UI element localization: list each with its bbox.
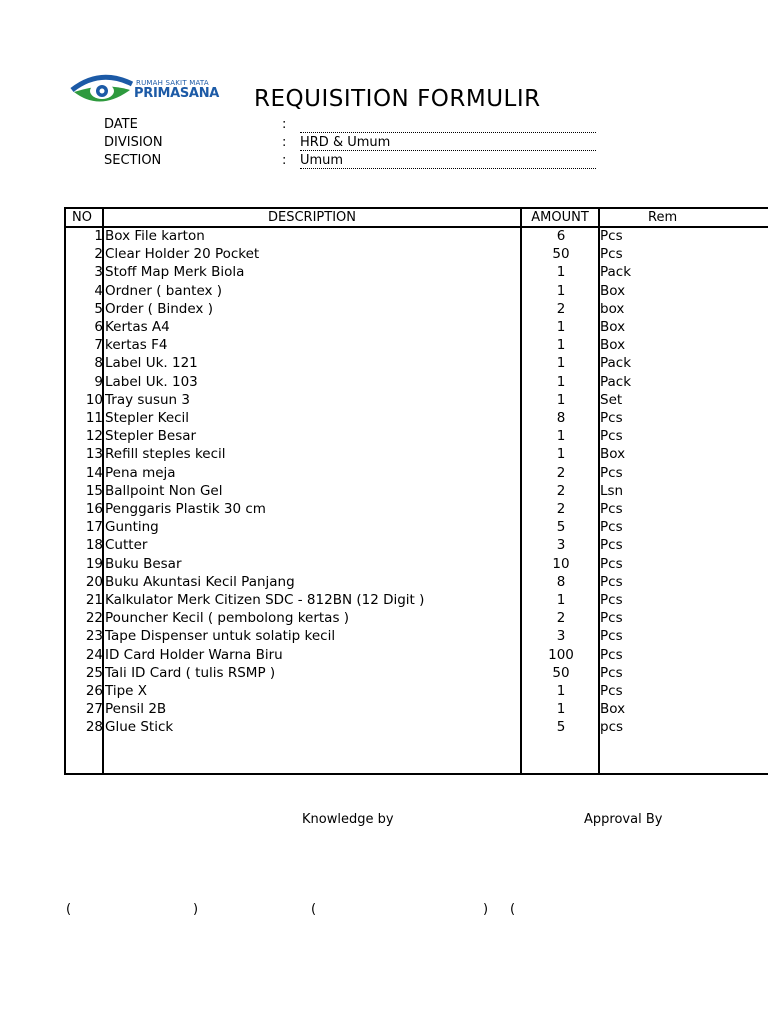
row-unit: Set: [600, 391, 623, 408]
row-no: 7: [94, 337, 103, 354]
table-row: [64, 263, 768, 281]
table-row: [64, 464, 768, 482]
row-unit: Pack: [600, 264, 632, 281]
row-description: Refill steples kecil: [105, 446, 226, 463]
row-amount: 5: [556, 519, 566, 536]
row-unit: Pack: [600, 373, 632, 390]
section-colon: :: [282, 153, 287, 168]
table-row: [64, 591, 768, 609]
row-description: Tipe X: [105, 683, 147, 699]
row-unit: Box: [600, 282, 626, 299]
row-unit: Pcs: [600, 610, 623, 627]
row-no: 6: [94, 319, 103, 335]
row-no: 2: [94, 246, 103, 263]
row-description: Ordner ( bantex ): [105, 282, 223, 299]
row-amount: 1: [556, 683, 566, 699]
table-row: [64, 518, 768, 536]
row-amount: 1: [556, 592, 566, 608]
header-amount: AMOUNT: [531, 210, 589, 225]
date-colon: :: [282, 117, 287, 132]
knowledge-by-label: Knowledge by: [302, 812, 394, 827]
table-row: [64, 427, 768, 445]
row-no: 8: [94, 355, 103, 372]
row-unit: Pcs: [600, 664, 623, 681]
signature-paren-close-1: ): [193, 902, 199, 917]
row-unit: Pcs: [600, 501, 623, 517]
row-no: 21: [85, 592, 103, 608]
row-amount: 8: [556, 410, 566, 426]
row-no: 19: [85, 555, 103, 572]
row-amount: 1: [556, 446, 566, 463]
row-amount: 2: [556, 482, 566, 499]
table-row: [64, 700, 768, 718]
division-value[interactable]: HRD & Umum: [300, 134, 596, 151]
row-description: Order ( Bindex ): [105, 300, 213, 317]
row-unit: Pcs: [600, 555, 623, 572]
row-amount: 3: [556, 628, 566, 645]
table-row: [64, 482, 768, 500]
row-unit: pcs: [600, 719, 624, 736]
row-description: Penggaris Plastik 30 cm: [105, 501, 266, 517]
row-no: 3: [94, 264, 103, 281]
row-description: Pena meja: [105, 464, 176, 481]
row-amount: 50: [552, 664, 570, 681]
row-description: Stoff Map Merk Biola: [105, 264, 245, 281]
row-no: 5: [94, 300, 103, 317]
table-row: [64, 227, 768, 245]
table-row: [64, 409, 768, 427]
row-unit: Pcs: [600, 628, 623, 645]
row-unit: Box: [600, 337, 626, 354]
row-description: Kertas A4: [105, 319, 170, 335]
row-unit: Pcs: [600, 228, 623, 244]
row-description: Clear Holder 20 Pocket: [105, 246, 260, 263]
table-row: [64, 282, 768, 300]
row-description: Buku Akuntasi Kecil Panjang: [105, 573, 295, 590]
section-value[interactable]: Umum: [300, 152, 596, 169]
row-unit: Box: [600, 446, 626, 463]
date-label: DATE: [104, 117, 138, 132]
row-no: 13: [85, 446, 103, 463]
row-description: Glue Stick: [105, 719, 174, 736]
row-unit: Box: [600, 701, 626, 718]
row-no: 17: [85, 519, 103, 536]
table-row: [64, 718, 768, 736]
row-description: Cutter: [105, 537, 148, 554]
division-colon: :: [282, 135, 287, 150]
division-label: DIVISION: [104, 135, 163, 150]
table-row: [64, 573, 768, 591]
row-amount: 8: [556, 573, 566, 590]
row-unit: Pcs: [600, 246, 623, 263]
signature-paren-open-1: (: [66, 902, 72, 917]
table-row: [64, 445, 768, 463]
table-row: [64, 555, 768, 573]
row-description: ID Card Holder Warna Biru: [105, 646, 283, 663]
row-no: 12: [85, 428, 103, 445]
row-description: Tali ID Card ( tulis RSMP ): [105, 664, 276, 681]
table-row: [64, 318, 768, 336]
row-amount: 50: [552, 246, 570, 263]
date-value[interactable]: [300, 116, 596, 133]
row-amount: 2: [556, 501, 566, 517]
row-no: 1: [94, 228, 103, 244]
row-unit: Pcs: [600, 537, 623, 554]
form-title: REQUISITION FORMULIR: [254, 86, 541, 112]
row-no: 20: [85, 573, 103, 590]
row-amount: 1: [556, 319, 566, 335]
signature-paren-open-2: (: [311, 902, 317, 917]
row-no: 22: [85, 610, 103, 627]
table-row: [64, 373, 768, 391]
header-remarks: Rem: [648, 210, 678, 225]
row-no: 11: [85, 410, 103, 426]
signature-paren-close-2: ): [483, 902, 489, 917]
row-no: 15: [85, 482, 103, 499]
logo-subtitle: RUMAH SAKIT MATA: [136, 79, 209, 87]
row-description: kertas F4: [105, 337, 168, 354]
row-no: 24: [85, 646, 103, 663]
requisition-table: [64, 207, 768, 775]
table-row: [64, 336, 768, 354]
row-description: Kalkulator Merk Citizen SDC - 812BN (12 Digit ): [105, 592, 425, 608]
table-row: [64, 682, 768, 700]
row-unit: Pcs: [600, 573, 623, 590]
row-no: 23: [85, 628, 103, 645]
row-description: Pouncher Kecil ( pembolong kertas ): [105, 610, 350, 627]
row-description: Stepler Kecil: [105, 410, 190, 426]
table-row: [64, 536, 768, 554]
row-amount: 6: [556, 228, 566, 244]
table-row: [64, 627, 768, 645]
row-description: Tray susun 3: [105, 391, 190, 408]
table-row: [64, 500, 768, 518]
row-amount: 10: [552, 555, 570, 572]
table-row: [64, 391, 768, 409]
row-no: 18: [85, 537, 103, 554]
row-no: 9: [94, 373, 103, 390]
row-amount: 2: [556, 300, 566, 317]
row-unit: box: [600, 300, 625, 317]
header-description: DESCRIPTION: [268, 210, 356, 225]
row-unit: Pcs: [600, 592, 623, 608]
row-no: 25: [85, 664, 103, 681]
row-amount: 1: [556, 355, 566, 372]
signature-paren-open-3: (: [510, 902, 516, 917]
row-description: Label Uk. 103: [105, 373, 198, 390]
row-description: Tape Dispenser untuk solatip kecil: [105, 628, 336, 645]
row-description: Stepler Besar: [105, 428, 197, 445]
row-unit: Pack: [600, 355, 632, 372]
row-amount: 1: [556, 282, 566, 299]
row-amount: 3: [556, 537, 566, 554]
row-unit: Pcs: [600, 428, 623, 445]
row-amount: 2: [556, 464, 566, 481]
row-no: 4: [94, 282, 103, 299]
table-row: [64, 646, 768, 664]
row-unit: Pcs: [600, 410, 623, 426]
eye-logo-icon: [70, 68, 134, 112]
header-no: NO: [72, 210, 92, 225]
row-description: Pensil 2B: [105, 701, 167, 718]
row-amount: 1: [556, 391, 566, 408]
section-label: SECTION: [104, 153, 162, 168]
row-unit: Lsn: [600, 482, 624, 499]
row-description: Buku Besar: [105, 555, 182, 572]
table-row: [64, 664, 768, 682]
row-amount: 1: [556, 428, 566, 445]
row-no: 28: [85, 719, 103, 736]
table-row: [64, 609, 768, 627]
row-description: Gunting: [105, 519, 159, 536]
row-description: Ballpoint Non Gel: [105, 482, 223, 499]
hospital-logo: [70, 68, 220, 112]
row-description: Box File karton: [105, 228, 205, 244]
approval-by-label: Approval By: [584, 812, 663, 827]
row-amount: 1: [556, 337, 566, 354]
table-row: [64, 354, 768, 372]
row-unit: Pcs: [600, 519, 623, 536]
table-bottom-border: [64, 773, 768, 775]
row-amount: 1: [556, 264, 566, 281]
row-no: 26: [85, 683, 103, 699]
row-unit: Box: [600, 319, 626, 335]
row-unit: Pcs: [600, 646, 623, 663]
row-unit: Pcs: [600, 464, 623, 481]
row-amount: 5: [556, 719, 566, 736]
logo-name: PRIMASANA: [134, 86, 220, 101]
table-row: [64, 300, 768, 318]
row-amount: 2: [556, 610, 566, 627]
row-amount: 1: [556, 701, 566, 718]
row-unit: Pcs: [600, 683, 623, 699]
row-no: 16: [85, 501, 103, 517]
row-no: 14: [85, 464, 103, 481]
row-amount: 1: [556, 373, 566, 390]
row-no: 27: [85, 701, 103, 718]
row-description: Label Uk. 121: [105, 355, 198, 372]
table-row: [64, 245, 768, 263]
row-amount: 100: [548, 646, 574, 663]
row-no: 10: [85, 391, 103, 408]
